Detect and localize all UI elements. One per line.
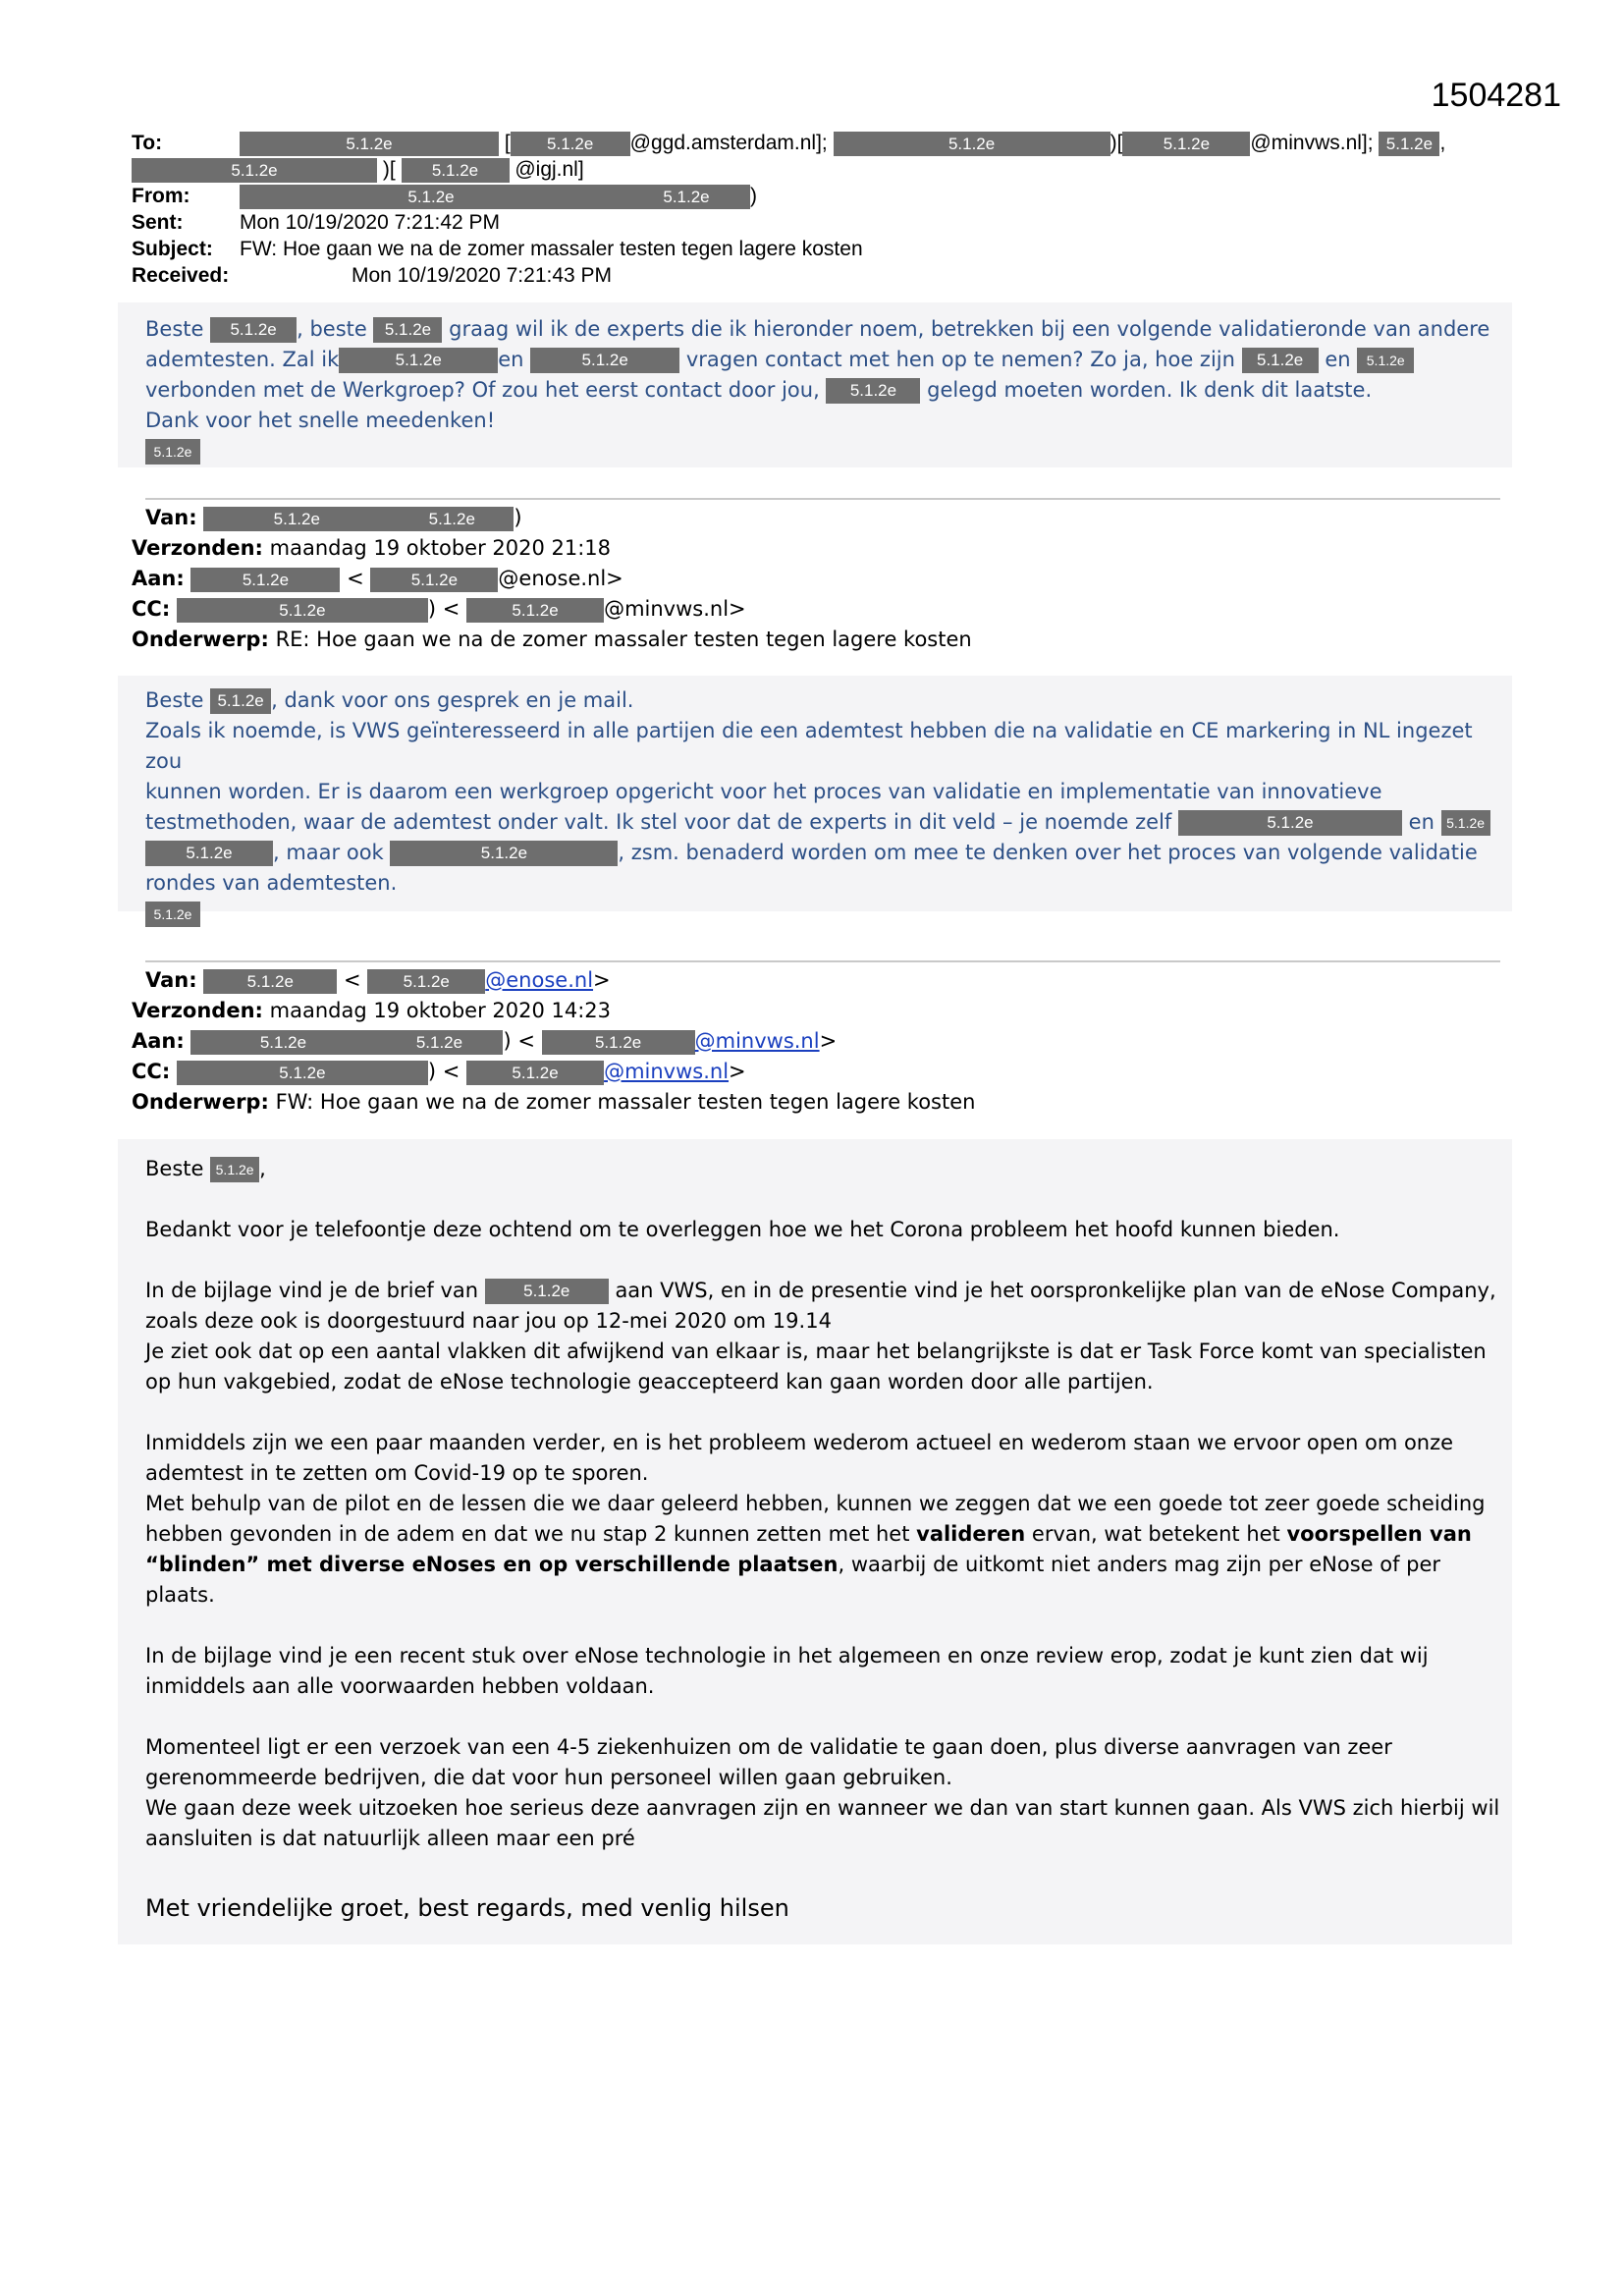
subject-value: FW: Hoe gaan we na de zomer massaler testen tegen lagere kosten <box>240 238 863 260</box>
text-line: Zoals ik noemde, is VWS geïnteresseerd in alle partijen die een ademtest hebben die na validatie en CE markering in NL ingezet zou <box>145 719 1473 773</box>
text-line <box>145 1397 1500 1428</box>
text-line: voorspellen van <box>1286 1522 1472 1546</box>
redaction: 5.1.2e <box>177 1061 428 1085</box>
text-line: gelegd moeten worden. Ik denk dit laatste. <box>927 378 1373 402</box>
sent-value: Mon 10/19/2020 7:21:42 PM <box>240 211 501 234</box>
text-line <box>145 1854 1500 1893</box>
text-line: Verzonden: <box>132 536 263 560</box>
closing: Met vriendelijke groet, best regards, med venlig hilsen <box>145 1894 789 1922</box>
redaction: 5.1.2e <box>203 969 337 994</box>
redaction: 5.1.2e <box>1357 348 1414 373</box>
text-line: vragen contact met hen op te nemen? Zo ja, hoe zijn <box>685 348 1235 371</box>
text-line <box>145 314 1500 345</box>
text-line <box>145 685 1500 716</box>
text-line: rondes van ademtesten. <box>145 871 398 895</box>
redaction: 5.1.2e <box>339 348 498 373</box>
text-line: FW: Hoe gaan we na de zomer massaler testen tegen lagere kosten <box>275 1090 976 1114</box>
redaction: 5.1.2e <box>530 348 679 373</box>
text-line: Beste 5.1.2e , <box>145 1157 266 1180</box>
reply-1-body <box>145 685 1500 929</box>
redaction: 5.1.2e <box>145 439 200 465</box>
redaction: 5.1.2e <box>1122 132 1250 156</box>
text-line: ervan, wat betekent het <box>1025 1522 1287 1546</box>
redaction: 5.1.2e <box>623 185 750 209</box>
reply-1-onderwerp <box>132 625 972 655</box>
text-line <box>145 1245 1500 1276</box>
received-line <box>132 262 612 289</box>
text-line <box>145 1184 1500 1215</box>
text-line: maandag 19 oktober 2020 21:18 <box>269 536 612 560</box>
text-line: Van: <box>145 968 197 992</box>
text-line: Momenteel ligt er een verzoek van een 4-5 ziekenhuizen om de validatie te gaan doen, plus diverse aanvragen van zeer <box>145 1735 1392 1759</box>
redaction: 5.1.2e <box>132 158 377 183</box>
text-line <box>145 1276 1500 1306</box>
text-line <box>145 1519 1500 1550</box>
text-line: @enose.nl> <box>498 567 623 590</box>
text-line: “blinden” met diverse eNoses en op verschillende plaatsen <box>145 1553 839 1576</box>
text-line: We gaan deze week uitzoeken hoe serieus deze aanvragen zijn en wanneer we dan van start kunnen gaan. Als VWS zich hierbij wil <box>145 1796 1500 1820</box>
text-line: Beste <box>145 317 211 341</box>
redaction: 5.1.2e <box>370 568 498 592</box>
reply-1-aan: Aan: 5.1.2e < 5.1.2e @enose.nl> <box>132 567 623 590</box>
email-domain: @igj.nl] <box>514 158 584 181</box>
text-line: , zsm. benaderd worden om mee te denken over het proces van volgende validatie <box>618 841 1478 864</box>
subject-line <box>132 236 863 262</box>
redaction: 5.1.2e <box>210 1157 259 1182</box>
redaction: 5.1.2e <box>466 1061 604 1085</box>
document-id: 1504281 <box>1431 77 1561 114</box>
text-line <box>145 1550 1500 1611</box>
text-line: aansluiten is dat natuurlijk alleen maar een pré <box>145 1827 635 1850</box>
text-line: op hun vakgebied, zodat de eNose technologie geaccepteerd kan gaan worden door alle partijen. <box>145 1370 1154 1394</box>
message-1-body <box>145 314 1500 466</box>
text-line: , beste <box>297 317 374 341</box>
text-line: maandag 19 oktober 2020 14:23 <box>269 999 612 1022</box>
text-line <box>145 345 1500 375</box>
text-line <box>145 899 1500 929</box>
redaction: 5.1.2e <box>511 132 630 156</box>
reply-2-body <box>145 1154 1500 1924</box>
text-line: kunnen worden. Er is daarom een werkgroep opgericht voor het proces van validatie en implementatie van innovatieve <box>145 780 1382 803</box>
redaction: 5.1.2e <box>145 841 273 866</box>
to-line-2: 5.1.2e )[ 5.1.2e @igj.nl] <box>132 156 584 183</box>
from-line: From: 5.1.2e 5.1.2e ) <box>132 185 757 207</box>
redaction: 5.1.2e <box>373 317 442 343</box>
text-line: testmethoden, waar de ademtest onder valt. Ik stel voor dat de experts in dit veld – je noemde zelf <box>145 810 1172 834</box>
text-line: valideren <box>916 1522 1026 1546</box>
divider <box>145 498 1500 500</box>
text-line: graag wil ik de experts die ik hieronder noem, betrekken bij een volgende validatieronde van andere <box>442 317 1490 341</box>
text-line: verbonden met de Werkgroep? Of zou het eerst contact door jou, <box>145 378 820 402</box>
redaction: 5.1.2e <box>145 902 200 927</box>
sent-line <box>132 209 500 236</box>
text-line: en <box>1325 348 1351 371</box>
text-line: Onderwerp: <box>132 628 269 651</box>
redaction: 5.1.2e <box>1178 810 1402 836</box>
redaction: 5.1.2e <box>834 132 1110 156</box>
email-link[interactable]: @minvws.nl <box>604 1060 730 1083</box>
text-line: Aan: <box>132 1029 185 1053</box>
text-line: Bedankt voor je telefoontje deze ochtend om te overleggen hoe we het Corona probleem het hoofd kunnen bieden. <box>145 1218 1340 1241</box>
text-line: gerenommeerde bedrijven, die dat voor hun personeel willen gaan gebruiken. <box>145 1766 952 1789</box>
redaction: 5.1.2e <box>190 1030 375 1055</box>
divider <box>145 960 1500 962</box>
text-line: , maar ook <box>273 841 384 864</box>
text-line <box>145 838 1500 868</box>
reply-2-cc: CC: 5.1.2e ) < 5.1.2e @minvws.nl> <box>132 1060 746 1083</box>
redaction: 5.1.2e <box>367 969 485 994</box>
text-line: inmiddels aan alle voorwaarden hebben voldaan. <box>145 1674 655 1698</box>
text-line: @minvws.nl> <box>604 597 746 621</box>
text-line: hebben gevonden in de adem en dat we nu stap 2 kunnen zetten met het <box>145 1522 917 1546</box>
text-line: Onderwerp: <box>132 1090 269 1114</box>
text-line <box>145 436 1500 466</box>
redaction: 5.1.2e <box>485 1279 609 1304</box>
text-line <box>145 1702 1500 1732</box>
redaction: 5.1.2e <box>542 1030 695 1055</box>
reply-2-aan: Aan: 5.1.2e 5.1.2e ) < 5.1.2e @minvws.nl> <box>132 1029 838 1053</box>
redaction: 5.1.2e <box>1441 810 1490 836</box>
email-domain: @ggd.amsterdam.nl]; <box>629 132 828 154</box>
to-label: To: <box>132 132 163 154</box>
reply-2-onderwerp <box>132 1087 975 1118</box>
email-link[interactable]: @minvws.nl <box>694 1029 820 1053</box>
subject-label: Subject: <box>132 238 213 260</box>
text-line: Dank voor het snelle meedenken! <box>145 409 496 432</box>
reply-1-van: Van: 5.1.2e 5.1.2e ) <box>145 506 522 529</box>
redaction: 5.1.2e <box>1242 348 1319 373</box>
from-label: From: <box>132 185 190 207</box>
text-line: zoals deze ook is doorgestuurd naar jou op 12-mei 2020 om 19.14 <box>145 1309 832 1333</box>
redaction: 5.1.2e <box>177 598 428 623</box>
email-link[interactable]: @enose.nl <box>485 968 594 992</box>
redaction: 5.1.2e <box>240 185 623 209</box>
text-line: In de bijlage vind je een recent stuk over eNose technologie in het algemeen en onze review erop, zodat je kunt zien dat wij <box>145 1644 1429 1667</box>
redaction: 5.1.2e <box>375 1030 503 1055</box>
text-line: ademtest in te zetten om Covid-19 op te sporen. <box>145 1461 649 1485</box>
redaction: 5.1.2e <box>826 378 920 404</box>
redaction: 5.1.2e <box>402 158 510 183</box>
redaction: 5.1.2e <box>390 507 514 531</box>
text-line: en <box>498 348 524 371</box>
reply-1-verzonden <box>132 533 611 564</box>
text-line: , waarbij de uitkomt niet anders mag zijn per eNose of per plaats. <box>145 1553 1441 1607</box>
text-line: Beste <box>145 688 211 712</box>
text-line: CC: <box>132 1060 171 1083</box>
text-line: In de bijlage vind je de brief van <box>145 1279 479 1302</box>
redaction: 5.1.2e <box>240 132 499 156</box>
text-line: , dank voor ons gesprek en je mail. <box>271 688 634 712</box>
text-line: Inmiddels zijn we een paar maanden verder, en is het probleem wederom actueel en wederom staan we ervoor open om onze <box>145 1431 1454 1454</box>
text-line: en <box>1408 810 1435 834</box>
redaction: 5.1.2e <box>390 841 618 866</box>
text-line: Verzonden: <box>132 999 263 1022</box>
redaction: 5.1.2e <box>1379 132 1439 156</box>
text-line: ademtesten. Zal ik <box>145 348 340 371</box>
reply-2-verzonden <box>132 996 611 1026</box>
text-line: CC: <box>132 597 171 621</box>
redaction: 5.1.2e <box>466 598 604 623</box>
redaction: 5.1.2e <box>210 317 297 343</box>
email-domain: @minvws.nl]; <box>1250 132 1374 154</box>
redaction: 5.1.2e <box>203 507 390 531</box>
redaction: 5.1.2e <box>190 568 340 592</box>
reply-1-cc: CC: 5.1.2e ) < 5.1.2e @minvws.nl> <box>132 597 746 621</box>
text-line <box>145 807 1500 838</box>
text-line: Met behulp van de pilot en de lessen die we daar geleerd hebben, kunnen we zeggen dat we een goede tot zeer goede scheiding <box>145 1492 1486 1515</box>
sent-label: Sent: <box>132 211 184 234</box>
to-line: To: 5.1.2e [ 5.1.2e @ggd.amsterdam.nl]; 5.1.2e )[ 5.1.2e @minvws.nl]; 5.1.2e , <box>132 132 1446 154</box>
text-line: Aan: <box>132 567 185 590</box>
text-line: Je ziet ook dat op een aantal vlakken dit afwijkend van elkaar is, maar het belangrijkste is dat er Task Force komt van specialisten <box>145 1339 1487 1363</box>
text-line: Beste <box>145 1157 204 1180</box>
text-line <box>145 1611 1500 1641</box>
text-line <box>145 375 1500 406</box>
received-label: Received: <box>132 264 230 287</box>
reply-2-van: Van: 5.1.2e < 5.1.2e @enose.nl> <box>145 968 611 992</box>
text-line: Van: <box>145 506 197 529</box>
text-line: aan VWS, en in de presentie vind je het oorspronkelijke plan van de eNose Company, <box>615 1279 1496 1302</box>
redaction: 5.1.2e <box>210 688 271 714</box>
received-value: Mon 10/19/2020 7:21:43 PM <box>352 264 613 287</box>
text-line: RE: Hoe gaan we na de zomer massaler testen tegen lagere kosten <box>275 628 972 651</box>
